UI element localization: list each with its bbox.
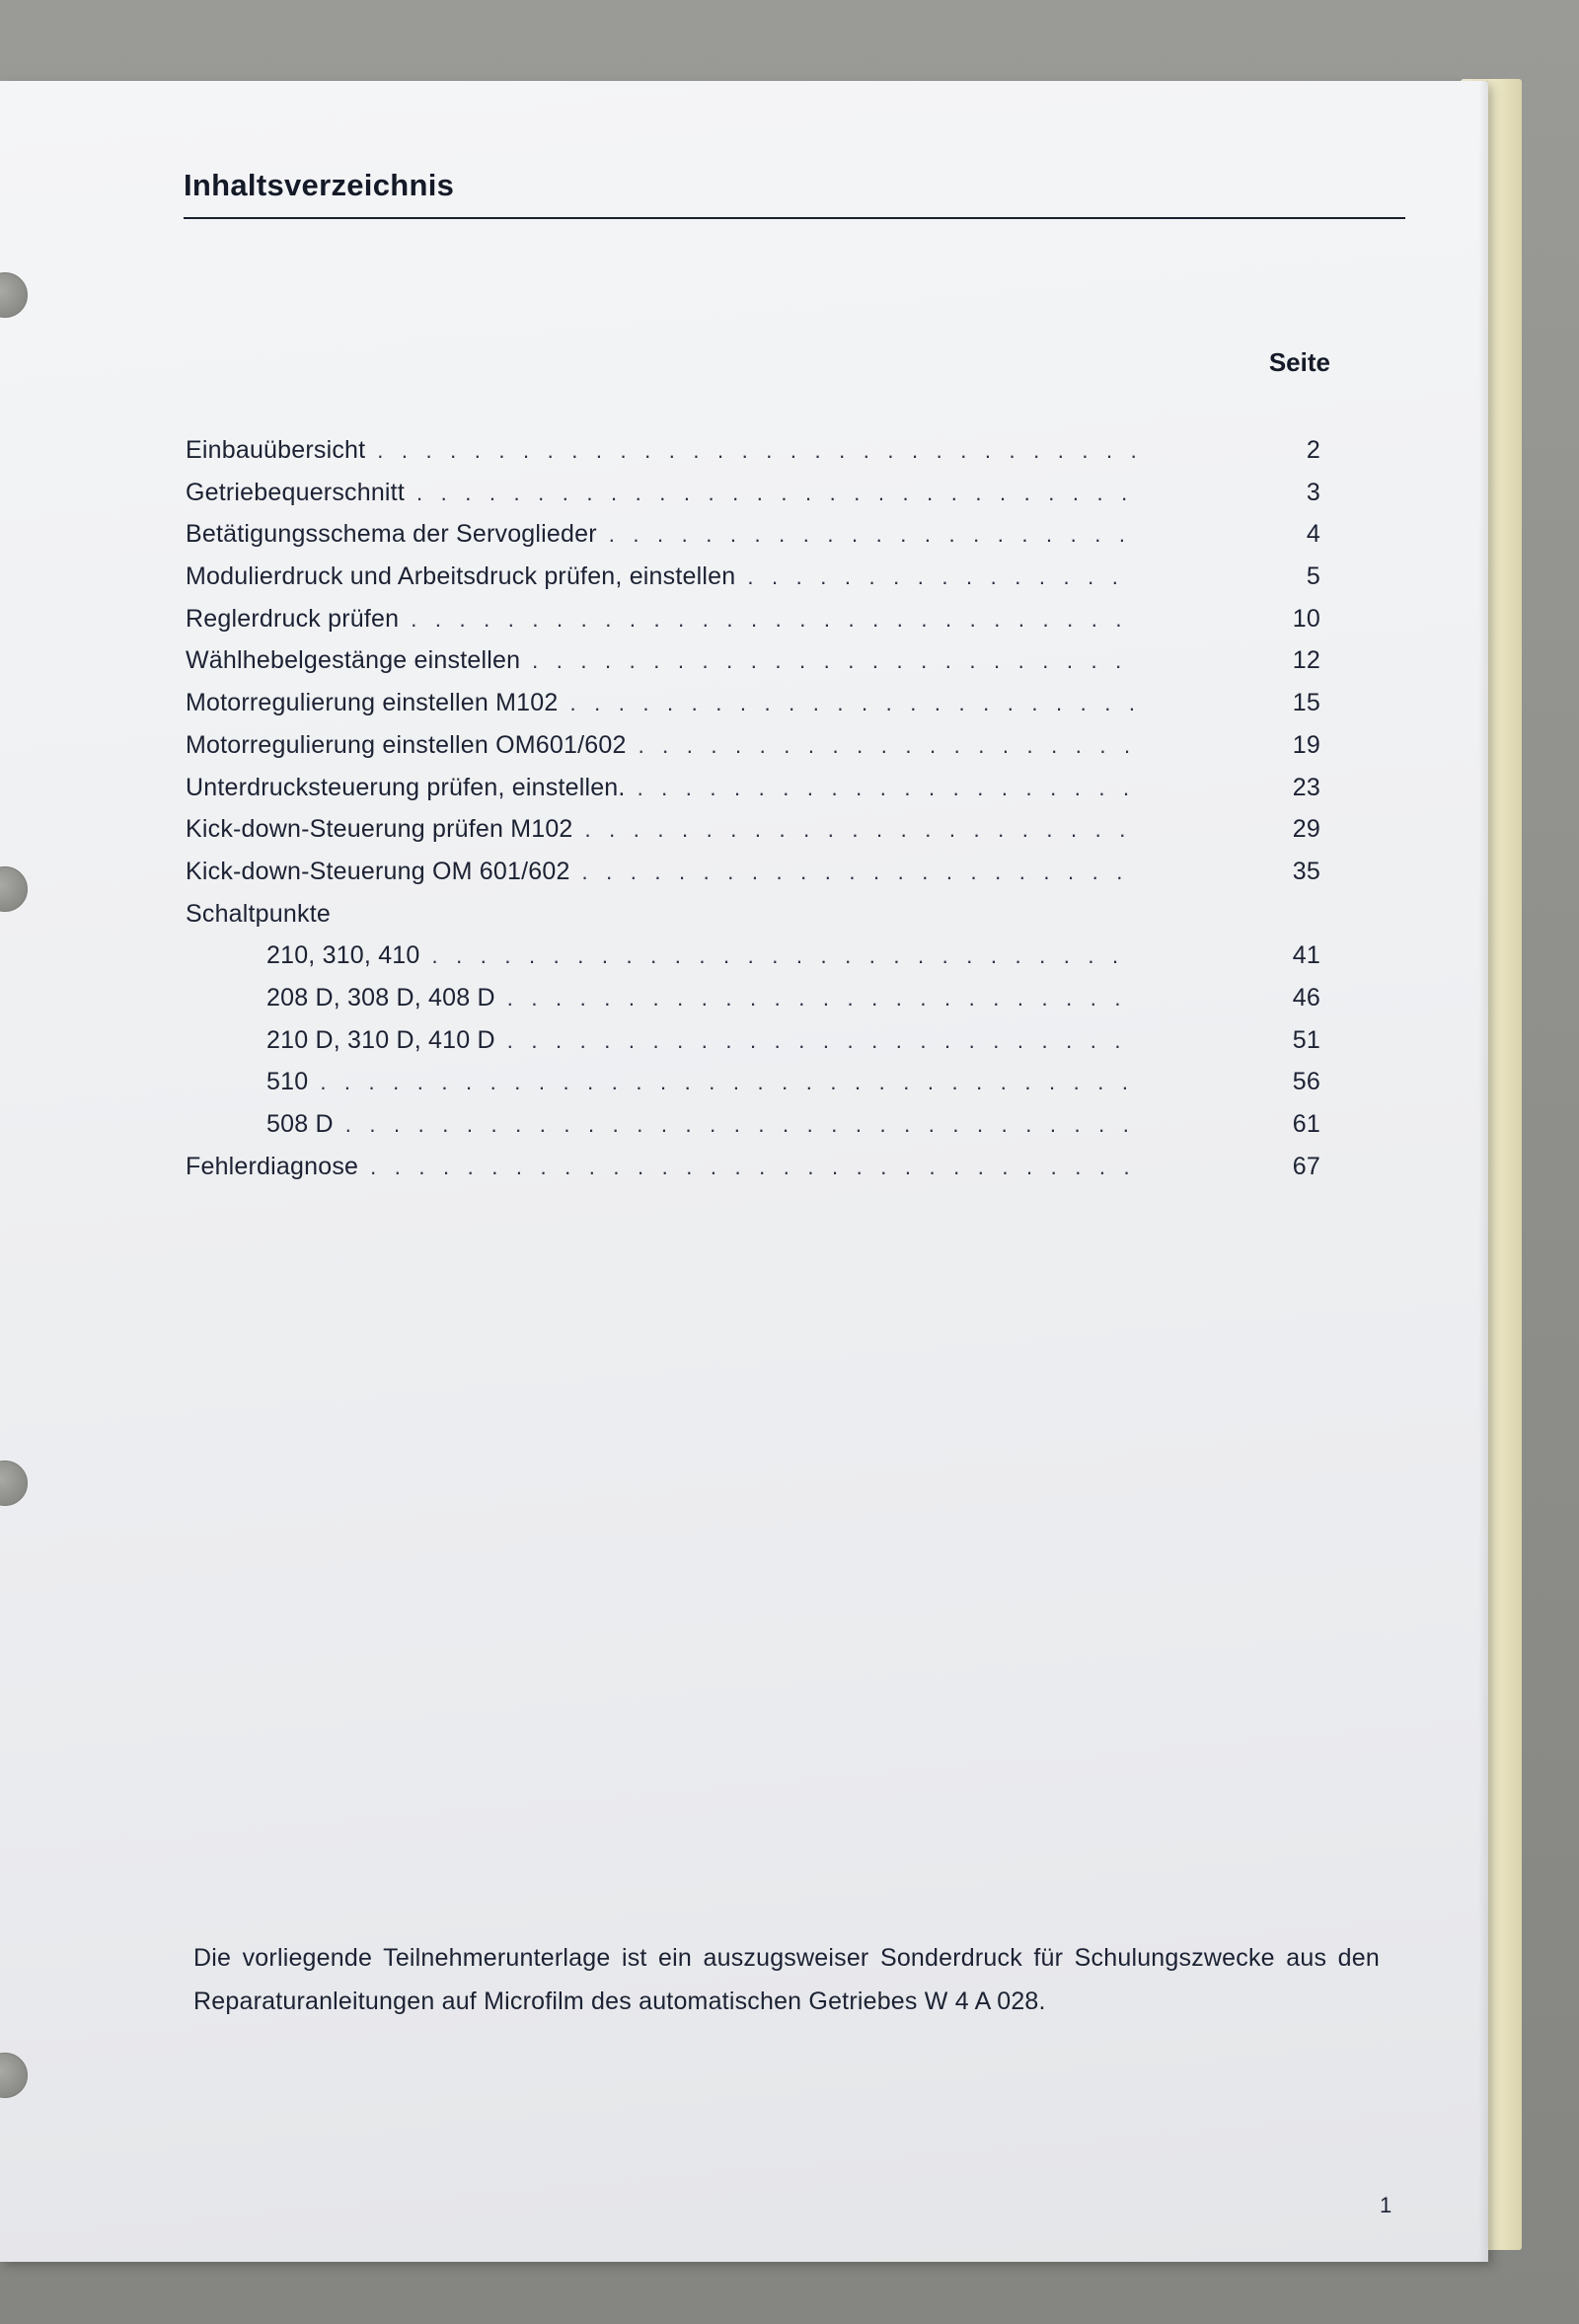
table-of-contents xyxy=(186,436,1320,1194)
toc-leader-dots xyxy=(377,438,1135,464)
toc-entry-label: Schaltpunkte xyxy=(186,899,331,928)
document-page xyxy=(0,81,1488,2262)
footnote: Die vorliegende Teilnehmerunterlage ist ein auszugsweiser Sonderdruck für Schulungszwecke aus den Reparaturanleitungen auf Microfilm des automatischen Getriebes W 4 A 028. xyxy=(193,1944,1380,2015)
toc-leader-dots xyxy=(507,986,1135,1012)
toc-entry-page: 61 xyxy=(1292,1110,1320,1138)
toc-leader-dots xyxy=(432,943,1135,969)
toc-entry-page: 10 xyxy=(1292,604,1320,633)
toc-leader-dots xyxy=(585,817,1135,843)
page-column-header: Seite xyxy=(1268,347,1330,377)
toc-entry-label: 210 D, 310 D, 410 D xyxy=(266,1025,495,1054)
page-edge-shadow xyxy=(1478,81,1488,2262)
title-rule xyxy=(184,217,1405,219)
toc-entry-label: Kick-down-Steuerung prüfen M102 xyxy=(186,815,573,844)
toc-entry-page: 2 xyxy=(1306,436,1320,464)
toc-leader-dots xyxy=(532,648,1135,674)
toc-entry-page: 67 xyxy=(1292,1152,1320,1180)
toc-entry-label: Einbauübersicht xyxy=(186,436,366,464)
toc-entry-label: Wählhebelgestänge einstellen xyxy=(186,646,521,675)
toc-entry xyxy=(186,646,1320,689)
toc-leader-dots xyxy=(582,860,1135,885)
toc-leader-dots xyxy=(747,564,1135,590)
punch-hole xyxy=(0,866,28,912)
toc-entry-page: 46 xyxy=(1292,983,1320,1012)
page-title: Inhaltsverzeichnis xyxy=(184,168,455,202)
toc-entry-page: 41 xyxy=(1292,941,1320,970)
toc-entry-label: Betätigungsschema der Servoglieder xyxy=(186,520,597,549)
toc-entry xyxy=(186,562,1320,605)
toc-leader-dots xyxy=(609,522,1135,548)
toc-entry xyxy=(186,983,1320,1026)
toc-entry-page: 35 xyxy=(1292,857,1320,885)
punch-hole xyxy=(0,2053,28,2098)
toc-entry-label: Reglerdruck prüfen xyxy=(186,604,400,633)
toc-entry-page: 4 xyxy=(1306,520,1320,549)
toc-entry xyxy=(186,689,1320,731)
toc-leader-dots xyxy=(320,1070,1135,1095)
toc-entry xyxy=(186,815,1320,858)
toc-entry xyxy=(186,1110,1320,1153)
toc-entry-page: 5 xyxy=(1306,562,1320,591)
toc-entry xyxy=(186,478,1320,521)
punch-hole xyxy=(0,1461,28,1506)
toc-entry-page: 29 xyxy=(1292,815,1320,844)
punch-hole xyxy=(0,272,28,318)
toc-entry-label: 210, 310, 410 xyxy=(266,941,420,970)
toc-leader-dots xyxy=(411,607,1135,633)
toc-leader-dots xyxy=(370,1155,1135,1180)
toc-entry-page: 51 xyxy=(1292,1025,1320,1054)
toc-entry xyxy=(186,520,1320,562)
toc-leader-dots xyxy=(638,776,1135,801)
toc-entry-label: Modulierdruck und Arbeitsdruck prüfen, einstellen xyxy=(186,562,736,591)
toc-entry-page: 23 xyxy=(1292,773,1320,801)
toc-leader-dots xyxy=(416,481,1135,506)
toc-entry xyxy=(186,730,1320,774)
toc-entry-label: Motorregulierung einstellen OM601/602 xyxy=(186,730,627,759)
toc-entry-label: Motorregulierung einstellen M102 xyxy=(186,689,559,717)
toc-entry-label: Getriebequerschnitt xyxy=(186,478,405,506)
toc-entry-label: Unterdrucksteuerung prüfen, einstellen. xyxy=(186,773,626,801)
toc-entry xyxy=(186,773,1320,816)
toc-entry-label: 508 D xyxy=(266,1110,334,1138)
toc-entry xyxy=(186,436,1320,479)
toc-entry-label: Kick-down-Steuerung OM 601/602 xyxy=(186,857,570,885)
toc-entry-label: 208 D, 308 D, 408 D xyxy=(266,983,495,1012)
toc-entry xyxy=(186,1068,1320,1110)
toc-entry xyxy=(186,1025,1320,1069)
toc-entry xyxy=(186,1152,1320,1195)
toc-entry xyxy=(186,941,1320,984)
toc-entry-page: 19 xyxy=(1292,730,1320,759)
toc-entry xyxy=(186,900,1291,942)
toc-entry-label: 510 xyxy=(266,1068,309,1096)
toc-leader-dots xyxy=(569,691,1135,716)
toc-leader-dots xyxy=(507,1028,1135,1054)
toc-entry xyxy=(186,604,1320,647)
toc-entry xyxy=(186,857,1320,900)
toc-entry-page: 15 xyxy=(1292,689,1320,717)
page-number: 1 xyxy=(1380,2193,1392,2217)
toc-entry-label: Fehlerdiagnose xyxy=(186,1152,359,1180)
toc-leader-dots xyxy=(639,733,1135,759)
toc-leader-dots xyxy=(345,1112,1135,1138)
toc-entry-page: 3 xyxy=(1306,478,1320,506)
toc-entry-page: 12 xyxy=(1292,646,1320,675)
toc-entry-page: 56 xyxy=(1292,1068,1320,1096)
